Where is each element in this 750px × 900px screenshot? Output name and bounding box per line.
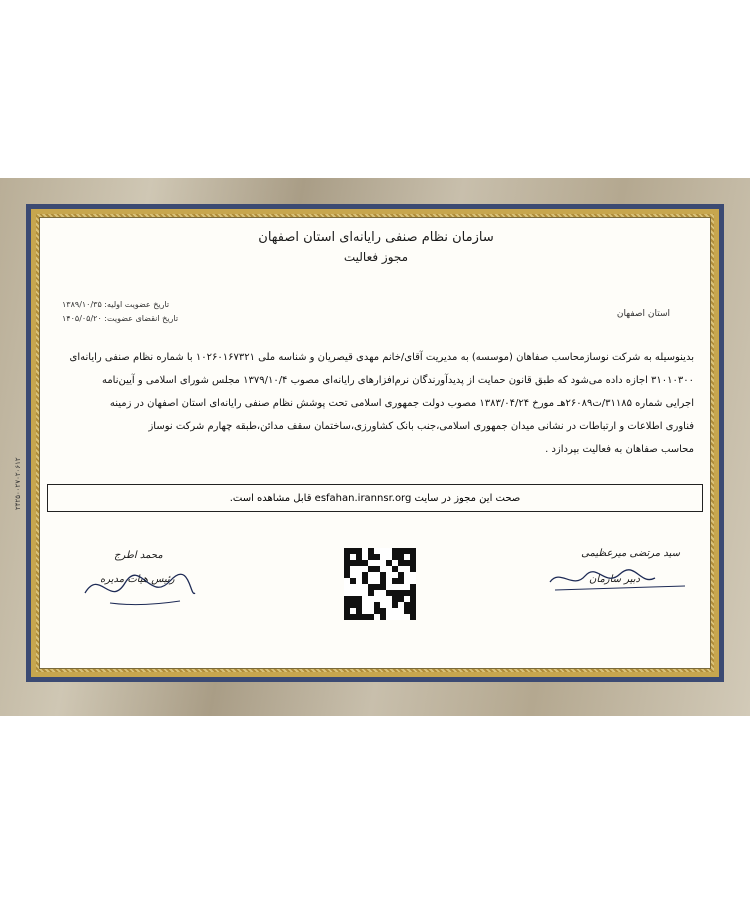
- left-signer-name: محمد اطرج: [114, 550, 163, 561]
- body-line-1: بدینوسیله به شرکت نوسازمحاسب صفاهان (موسسه) به مدیریت آقای/خانم مهدی قیصریان و شناسه ملی ۱۰۲۶۰۱۶۷۳۲۱ با شماره نظام صنفی رایانه‌ای: [69, 352, 694, 363]
- verification-notice: [47, 484, 703, 512]
- body-line-5: محاسب صفاهان به فعالیت بپردازد .: [545, 444, 694, 455]
- verification-text: صحت این مجوز در سایت esfahan.irannsr.org قابل مشاهده است.: [229, 492, 521, 504]
- left-signature: [80, 563, 200, 611]
- province-label: استان اصفهان: [616, 309, 670, 319]
- body-line-3: اجرایی شماره ۳۱۱۸۵/ت۲۶۰۸۹هـ مورخ ۱۳۸۳/۰۴/۲۴ مصوب دولت جمهوری اسلامی تحت پوشش نظام صنفی رایانه‌ای استان اصفهان در زمینه: [109, 398, 694, 409]
- right-signature: [545, 560, 695, 600]
- org-title: سازمان نظام صنفی رایانه‌ای استان اصفهان: [258, 230, 494, 245]
- side-serial-number: ۲۴۲۵۰۰۲۷۰۲۰۶۱۲: [14, 457, 22, 510]
- certificate-sheet: [39, 217, 711, 669]
- right-signer-role: دبیر سازمان: [589, 574, 640, 585]
- membership-expiry-date: تاریخ انقضای عضویت: ۱۴۰۵/۰۵/۲۰: [62, 314, 179, 323]
- body-line-2: ۳۱۰۱۰۳۰۰ اجازه داده می‌شود که طبق قانون حمایت از پدیدآورندگان نرم‌افزارهای رایانه‌ای مصوب ۱۳۷۹/۱۰/۴ مجلس شورای اسلامی و آیین‌نامه: [101, 375, 694, 386]
- body-line-4: فناوری اطلاعات و ارتباطات در نشانی میدان جمهوری اسلامی،جنب بانک کشاورزی،ساختمان سقف مدائن،طبقه چهارم شرکت نوساز: [148, 421, 694, 432]
- membership-first-date: تاریخ عضویت اولیه: ۱۳۸۹/۱۰/۳۵: [62, 300, 170, 309]
- qr-module: [410, 614, 416, 620]
- qr-code: [344, 548, 416, 620]
- left-signer-role: رئیس هیات مدیره: [100, 574, 175, 585]
- document-title: مجوز فعالیت: [343, 250, 409, 264]
- right-signer-name: سید مرتضی میرعظیمی: [581, 548, 680, 559]
